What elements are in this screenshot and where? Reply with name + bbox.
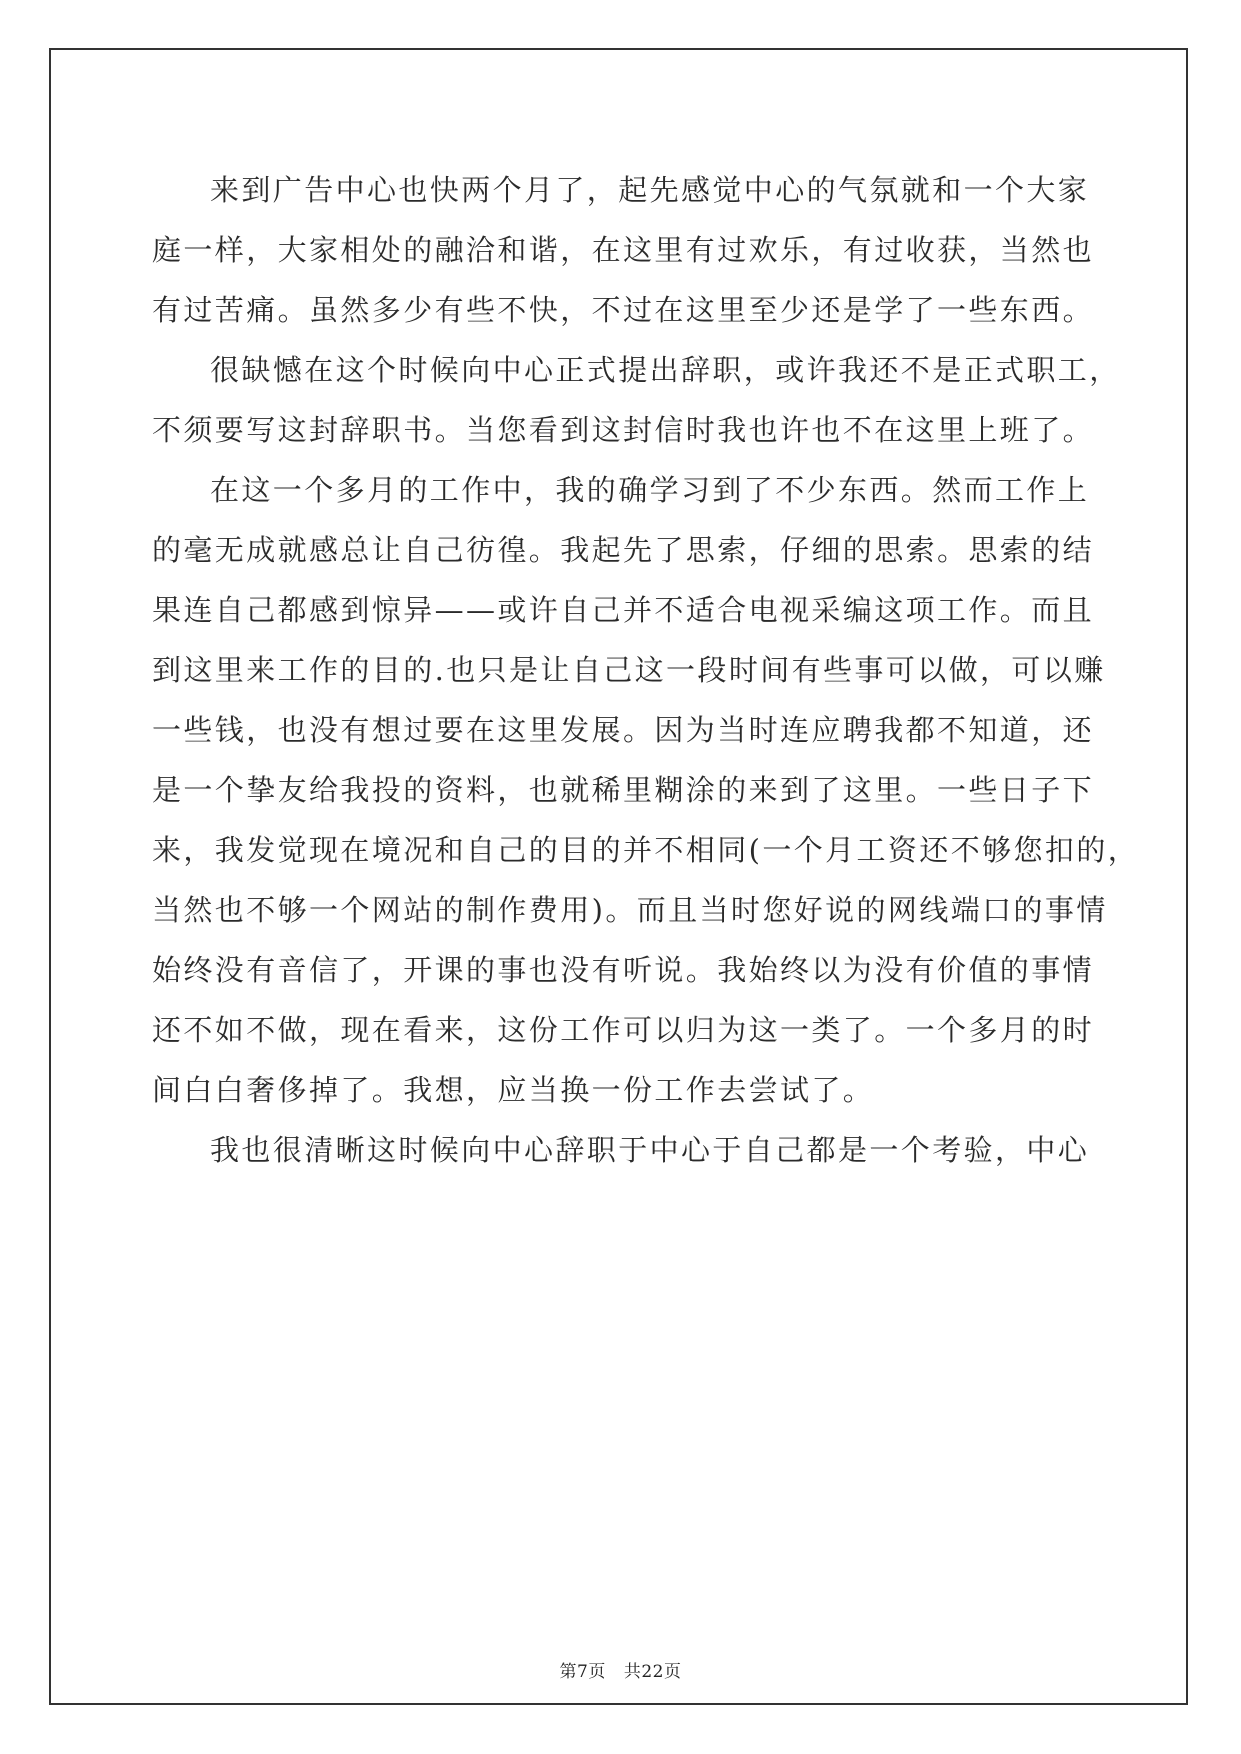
page-footer — [0, 1657, 1241, 1682]
text-line: 是一个挚友给我投的资料，也就稀里糊涂的来到了这里。一些日子下 — [152, 773, 1095, 807]
text-line: 还不如不做，现在看来，这份工作可以归为这一类了。一个多月的时 — [152, 1013, 1095, 1047]
text-line: 的毫无成就感总让自己彷徨。我起先了思索，仔细的思索。思索的结 — [152, 533, 1095, 567]
text-line: 庭一样，大家相处的融洽和谐，在这里有过欢乐，有过收获，当然也 — [152, 233, 1095, 267]
text-line: 果连自己都感到惊异——或许自己并不适合电视采编这项工作。而且 — [152, 593, 1095, 627]
text-line: 很缺憾在这个时候向中心正式提出辞职，或许我还不是正式职工， — [210, 353, 1121, 387]
text-line: 一些钱，也没有想过要在这里发展。因为当时连应聘我都不知道，还 — [152, 713, 1095, 747]
text-line: 不须要写这封辞职书。当您看到这封信时我也许也不在这里上班了。 — [152, 413, 1095, 447]
text-line: 当然也不够一个网站的制作费用)。而且当时您好说的网线端口的事情 — [152, 893, 1108, 927]
text-line: 我也很清晰这时候向中心辞职于中心于自己都是一个考验，中心 — [210, 1133, 1090, 1167]
text-line: 在这一个多月的工作中，我的确学习到了不少东西。然而工作上 — [210, 473, 1090, 507]
text-line: 有过苦痛。虽然多少有些不快，不过在这里至少还是学了一些东西。 — [152, 293, 1095, 327]
text-line: 来，我发觉现在境况和自己的目的并不相同(一个月工资还不够您扣的， — [152, 833, 1140, 867]
document-body — [152, 160, 1140, 1180]
page-number: 第7页 — [559, 1662, 606, 1682]
text-line: 来到广告中心也快两个月了，起先感觉中心的气氛就和一个大家 — [210, 173, 1090, 207]
text-line: 始终没有音信了，开课的事也没有听说。我始终以为没有价值的事情 — [152, 953, 1095, 987]
text-line: 到这里来工作的目的.也只是让自己这一段时间有些事可以做，可以赚 — [152, 653, 1106, 687]
total-pages: 共22页 — [623, 1662, 682, 1682]
text-line: 间白白奢侈掉了。我想，应当换一份工作去尝试了。 — [152, 1073, 875, 1107]
